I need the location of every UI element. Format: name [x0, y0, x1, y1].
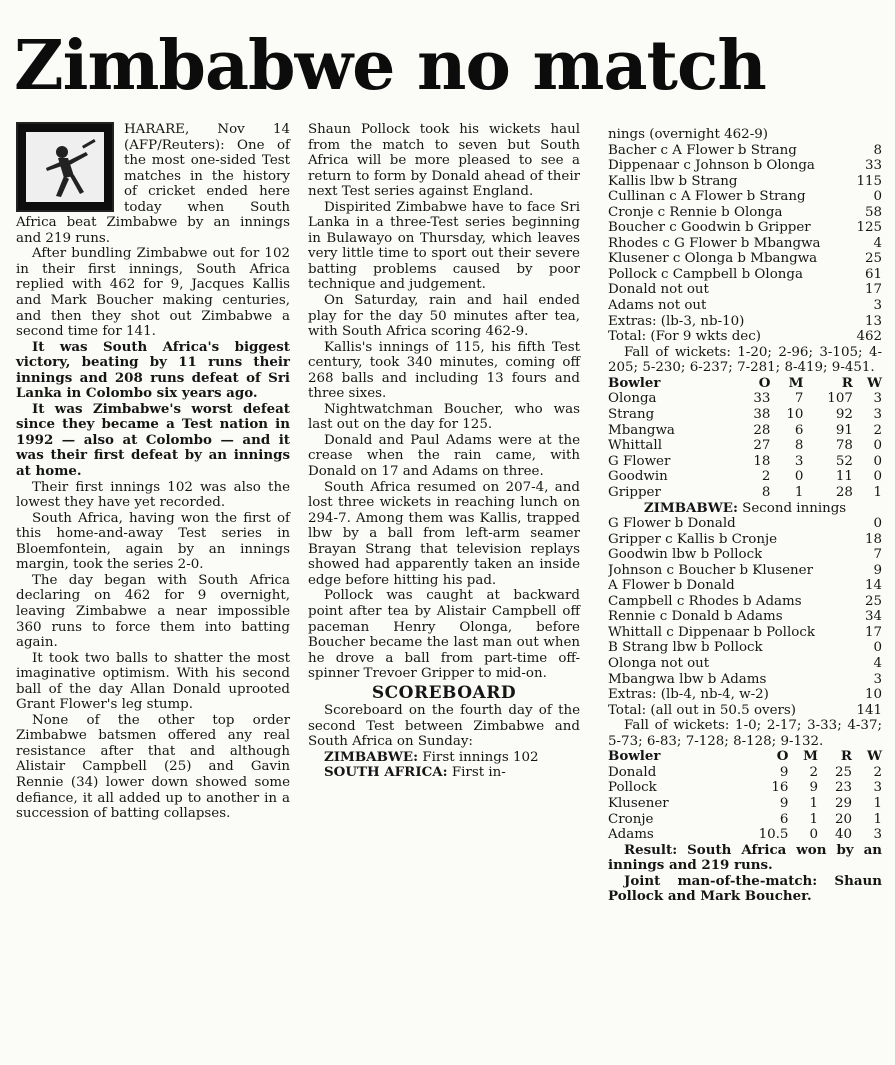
bowling-cell: 6: [779, 811, 789, 827]
bowling-cell: 9: [809, 780, 818, 796]
bowling-cell: 0: [873, 453, 882, 469]
batsman-name: Rhodes c G Flower b Mbangwa: [608, 235, 821, 251]
zimbabwe-batting-list: [608, 516, 882, 718]
batsman-name: Johnson c Boucher b Klusener: [608, 562, 813, 578]
batsman-name: Whittall c Dippenaar b Pollock: [608, 624, 815, 640]
bowling-cell: 91: [835, 422, 853, 438]
batsman-score: 58: [864, 204, 882, 220]
batsman-name: Rennie c Donald b Adams: [608, 609, 783, 625]
batting-row: [608, 205, 882, 221]
batsman-score: 18: [864, 531, 882, 547]
batsman-score: 34: [864, 609, 882, 625]
bowling-cell: 1: [809, 796, 818, 812]
article-paragraph: It was South Africa's biggest victory, beating by 11 runs their innings and 208 runs defeat of Sri Lanka in Colombo six years ago.: [16, 338, 290, 402]
bowling-cell: Strang: [608, 406, 655, 422]
batting-row: [608, 298, 882, 314]
bowling-row: [608, 469, 882, 485]
article-paragraph: Donald and Paul Adams were at the crease when the rain came, with Donald on 17 and Adams on three.: [308, 432, 580, 480]
batsman-score: 17: [864, 624, 882, 640]
scoreboard-heading: SCOREBOARD: [371, 682, 517, 703]
bowling-cell: 0: [873, 469, 882, 485]
batsman-name: Klusener c Olonga b Mbangwa: [608, 251, 818, 267]
bowling-cell: 9: [779, 764, 789, 780]
batting-row: [608, 578, 882, 594]
bowling-cell: 28: [835, 484, 853, 500]
bowling-row: [608, 438, 882, 454]
batsman-name: Mbangwa lbw b Adams: [608, 671, 767, 687]
batting-row: [608, 703, 882, 719]
batsman-score: 125: [856, 220, 882, 236]
batsman-score: 10: [864, 687, 882, 703]
bowling-cell: Klusener: [608, 796, 669, 812]
batting-row: [608, 656, 882, 672]
bowling-cell: 107: [827, 391, 853, 407]
batsman-name: Goodwin lbw b Pollock: [608, 547, 763, 563]
bowling-cell: 3: [873, 391, 882, 407]
bowling-cell: 3: [873, 780, 882, 796]
south-africa-first-text: First in-: [451, 765, 506, 781]
batsman-score: 33: [864, 158, 882, 174]
batsman-name: Bacher c A Flower b Strang: [608, 142, 797, 158]
article-paragraph: Pollock was caught at backward point after tea by Alistair Campbell off paceman Henry Olonga, before Boucher became the last man out when he drove a ball from part-time off-spinner Trevoer Gripper to mid-on.: [308, 588, 580, 682]
bowling-cell: 16: [771, 780, 789, 796]
bowling-cell: Gripper: [608, 484, 661, 500]
bowling-row: [608, 765, 882, 781]
batting-row: [608, 625, 882, 641]
article-paragraph: Dispirited Zimbabwe have to face Sri Lanka in a three-Test series beginning in Bulawayo on Thursday, which leaves very little time to sport out their severe batting problems caused by poor technique and judgement.: [308, 199, 580, 293]
article-column-1: [16, 122, 290, 822]
bowling-header-cell: W: [866, 748, 882, 765]
batsman-name: Dippenaar c Johnson b Olonga: [608, 158, 815, 174]
bowling-row: [608, 423, 882, 439]
article-paragraph: It was Zimbabwe's worst defeat since they became a Test nation in 1992 — also at Colombo — and it was their first defeat by an innings at home.: [16, 400, 290, 480]
batsman-score: 141: [856, 702, 882, 718]
batting-row: [608, 532, 882, 548]
bowling-cell: 23: [834, 780, 852, 796]
batsman-name: B Strang lbw b Pollock: [608, 640, 763, 656]
bowling-cell: 1: [873, 484, 882, 500]
cricket-photo: [16, 122, 114, 212]
match-result: Result: South Africa won by an innings and 219 runs.: [608, 841, 882, 874]
batsman-name: Campbell c Rhodes b Adams: [608, 593, 802, 609]
bowling-cell: 27: [753, 438, 771, 454]
bowling-header-cell: M: [788, 374, 804, 391]
bowling-cell: 8: [794, 438, 804, 454]
south-africa-innings-continued: nings (overnight 462-9): [608, 127, 768, 142]
bowling-cell: 3: [794, 453, 804, 469]
scoreboard-column: [608, 127, 882, 905]
bowling-cell: 29: [834, 796, 852, 812]
zimbabwe-fall-of-wickets: Fall of wickets: 1-0; 2-17; 3-33; 4-37; 5-73; 6-83; 7-128; 8-128; 9-132.: [608, 718, 882, 749]
bowling-cell: Goodwin: [608, 469, 668, 485]
bowling-cell: 33: [753, 391, 771, 407]
batsman-name: Donald not out: [608, 282, 709, 298]
bowling-cell: 1: [873, 796, 882, 812]
batting-row: [608, 251, 882, 267]
bowling-header-cell: R: [840, 748, 852, 765]
bowling-cell: 0: [794, 469, 804, 485]
batsman-score: 13: [864, 313, 882, 329]
south-africa-first-label: SOUTH AFRICA:: [324, 764, 448, 781]
bowling-cell: Mbangwa: [608, 422, 675, 438]
bowling-header-cell: O: [776, 748, 789, 765]
bowling-cell: 20: [834, 811, 852, 827]
batting-row: [608, 563, 882, 579]
batsman-score: 462: [856, 329, 882, 345]
article-paragraph: Kallis's innings of 115, his fifth Test century, took 340 minutes, coming off 268 balls and including 13 fours and three sixes.: [308, 339, 580, 402]
bowling-cell: 18: [753, 453, 771, 469]
bowling-cell: 11: [835, 469, 853, 485]
man-of-the-match: Joint man-of-the-match: Shaun Pollock and Mark Boucher.: [608, 872, 882, 905]
batsman-score: 3: [873, 671, 882, 687]
south-africa-bowling-table: [608, 749, 882, 843]
bowling-header-cell: M: [803, 748, 818, 765]
bowling-cell: Donald: [608, 764, 657, 780]
bowling-cell: 25: [834, 764, 852, 780]
bowling-cell: 6: [794, 422, 804, 438]
bowling-cell: 8: [761, 484, 771, 500]
batsman-name: Total: (all out in 50.5 overs): [608, 702, 797, 718]
batting-row: [608, 220, 882, 236]
batsman-score: 4: [873, 235, 882, 251]
batsman-score: 25: [864, 593, 882, 609]
batsman-score: 8: [873, 142, 882, 158]
batting-row: [608, 158, 882, 174]
zimbabwe-second-label: ZIMBABWE:: [643, 499, 738, 516]
batting-row: [608, 314, 882, 330]
batting-row: [608, 672, 882, 688]
batsman-score: 115: [856, 173, 882, 189]
batsman-score: 25: [864, 251, 882, 267]
batting-row: [608, 282, 882, 298]
article-paragraph: The day began with South Africa declaring on 462 for 9 overnight, leaving Zimbabwe a near impossible 360 runs to force them into batting again.: [16, 572, 290, 651]
bowling-cell: 9: [779, 796, 789, 812]
bowling-cell: 28: [753, 422, 771, 438]
batsman-name: A Flower b Donald: [608, 578, 735, 594]
bowling-cell: 1: [809, 811, 818, 827]
bowling-cell: 38: [753, 406, 771, 422]
batting-row: [608, 547, 882, 563]
article-paragraph: Shaun Pollock took his wickets haul from the match to seven but South Africa will be more pleased to see a return to form by Donald ahead of their next Test series against England.: [308, 122, 580, 200]
batsman-name: Extras: (lb-4, nb-4, w-2): [608, 687, 769, 703]
batsman-name: Olonga not out: [608, 655, 710, 671]
article-paragraph: It took two balls to shatter the most imaginative optimism. With his second ball of the day Allan Donald uprooted Grant Flower's leg stump.: [16, 650, 290, 713]
bowling-header-cell: Bowler: [608, 374, 661, 391]
batsman-name: Pollock c Campbell b Olonga: [608, 266, 803, 282]
bowling-cell: 92: [835, 406, 853, 422]
batsman-score: 9: [873, 562, 882, 578]
bowling-cell: 10: [786, 406, 804, 422]
batting-row: [608, 329, 882, 345]
batting-row: [608, 236, 882, 252]
batting-row: [608, 143, 882, 159]
batsman-name: Cullinan c A Flower b Strang: [608, 189, 806, 205]
batting-row: [608, 189, 882, 205]
bowling-cell: 40: [834, 827, 852, 843]
batsman-name: Adams not out: [608, 298, 707, 314]
bowling-header-row: [608, 376, 882, 392]
bowling-row: [608, 780, 882, 796]
bowling-cell: 2: [873, 422, 882, 438]
article-paragraph: None of the other top order Zimbabwe batsmen offered any real resistance after that and although Alistair Campbell (25) and Gavin Rennie (34) lower down showed some defiance, it all added up to another in a succession of batting collapses.: [16, 712, 290, 822]
bowling-row: [608, 485, 882, 501]
batting-row: [608, 609, 882, 625]
bowling-header-cell: Bowler: [608, 748, 661, 765]
batsman-name: Cronje c Rennie b Olonga: [608, 204, 783, 220]
bowling-cell: 3: [873, 406, 882, 422]
article-paragraph: On Saturday, rain and hail ended play for the day 50 minutes after tea, with South Africa scoring 462-9.: [308, 293, 580, 340]
batting-row: [608, 687, 882, 703]
batsman-score: 61: [864, 266, 882, 282]
south-africa-batting-list: [608, 143, 882, 345]
zimbabwe-first-innings: [308, 750, 580, 766]
south-africa-fall-of-wickets: Fall of wickets: 1-20; 2-96; 3-105; 4-205; 5-230; 6-237; 7-281; 8-419; 9-451.: [608, 344, 882, 376]
zimbabwe-second-text: Second innings: [742, 500, 847, 516]
batsman-score: 7: [873, 547, 882, 563]
article-column-2: [308, 122, 580, 781]
bowling-cell: 2: [873, 764, 882, 780]
bowling-row: [608, 391, 882, 407]
bowling-cell: G Flower: [608, 453, 671, 469]
bowling-row: [608, 454, 882, 470]
batting-row: [608, 267, 882, 283]
batsman-name: Extras: (lb-3, nb-10): [608, 313, 745, 329]
batsman-name: Total: (For 9 wkts dec): [608, 329, 761, 345]
bowling-header-cell: W: [866, 374, 882, 391]
bowling-cell: 1: [873, 811, 882, 827]
batsman-score: 0: [873, 189, 882, 205]
bowling-header-cell: O: [758, 374, 771, 391]
batting-row: [608, 174, 882, 190]
batsman-name: G Flower b Donald: [608, 516, 736, 532]
zimbabwe-second-innings: [608, 501, 882, 517]
bowling-cell: 78: [835, 438, 853, 454]
batsman-name: Kallis lbw b Strang: [608, 173, 738, 189]
batsman-name: Boucher c Goodwin b Gripper: [608, 220, 811, 236]
bowling-row: [608, 796, 882, 812]
bowling-header-row: [608, 749, 882, 765]
bowling-cell: 7: [794, 391, 804, 407]
bowling-row: [608, 827, 882, 843]
bowling-cell: 10.5: [758, 827, 789, 843]
bowling-header-cell: R: [841, 374, 853, 391]
article-paragraph: After bundling Zimbabwe out for 102 in their first innings, South Africa replied with 462 for 9, Jacques Kallis and Mark Boucher making centuries, and then they shot out Zimbabwe a second time for 141.: [16, 246, 290, 340]
zimbabwe-first-label: ZIMBABWE:: [324, 748, 419, 765]
bowling-cell: Olonga: [608, 391, 657, 407]
zimbabwe-first-text: First innings 102: [422, 749, 539, 765]
bowling-cell: 1: [794, 484, 804, 500]
batsman-score: 0: [873, 640, 882, 656]
bowling-cell: 3: [873, 827, 882, 843]
batsman-score: 3: [873, 298, 882, 314]
batsman-score: 14: [864, 578, 882, 594]
batting-row: [608, 594, 882, 610]
batsman-score: 4: [873, 655, 882, 671]
bowling-cell: Whittall: [608, 438, 662, 454]
headline: Zimbabwe no match: [14, 26, 766, 106]
article-paragraph: Nightwatchman Boucher, who was last out on the day for 125.: [308, 401, 580, 433]
article-paragraph: HARARE, Nov 14 (AFP/Reuters): One of the most one-sided Test matches in the history of cricket ended here today when South Africa beat Zimbabwe by an innings and 219 runs.: [16, 122, 290, 246]
article-paragraph: South Africa, having won the first of this home-and-away Test series in Bloemfontein, again by an innings margin, took the series 2-0.: [16, 510, 290, 573]
bowling-row: [608, 407, 882, 423]
bowling-row: [608, 812, 882, 828]
bowling-cell: Cronje: [608, 811, 654, 827]
bowling-cell: 0: [873, 438, 882, 454]
bowling-cell: 52: [835, 453, 853, 469]
bowling-cell: 2: [809, 764, 818, 780]
article-paragraph: South Africa resumed on 207-4, and lost three wickets in reaching lunch on 294-7. Among them was Kallis, trapped lbw by a ball from left-arm seamer Brayan Strang that television replays showed had apparently taken an inside edge before hitting his pad.: [308, 479, 580, 588]
bowling-cell: 2: [761, 469, 771, 485]
bowling-cell: Adams: [608, 827, 654, 843]
bowling-cell: 0: [809, 827, 818, 843]
zimbabwe-bowling-table: [608, 376, 882, 501]
batsman-name: Gripper c Kallis b Cronje: [608, 531, 778, 547]
batsman-score: 17: [864, 282, 882, 298]
bowling-cell: Pollock: [608, 780, 657, 796]
batting-row: [608, 516, 882, 532]
south-africa-first-innings: [308, 765, 580, 781]
batsman-score: 0: [873, 516, 882, 532]
batting-row: [608, 640, 882, 656]
article-paragraph: Their first innings 102 was also the lowest they have yet recorded.: [16, 479, 290, 511]
scoreboard-intro: Scoreboard on the fourth day of the second Test between Zimbabwe and South Africa on Sunday:: [308, 703, 580, 750]
